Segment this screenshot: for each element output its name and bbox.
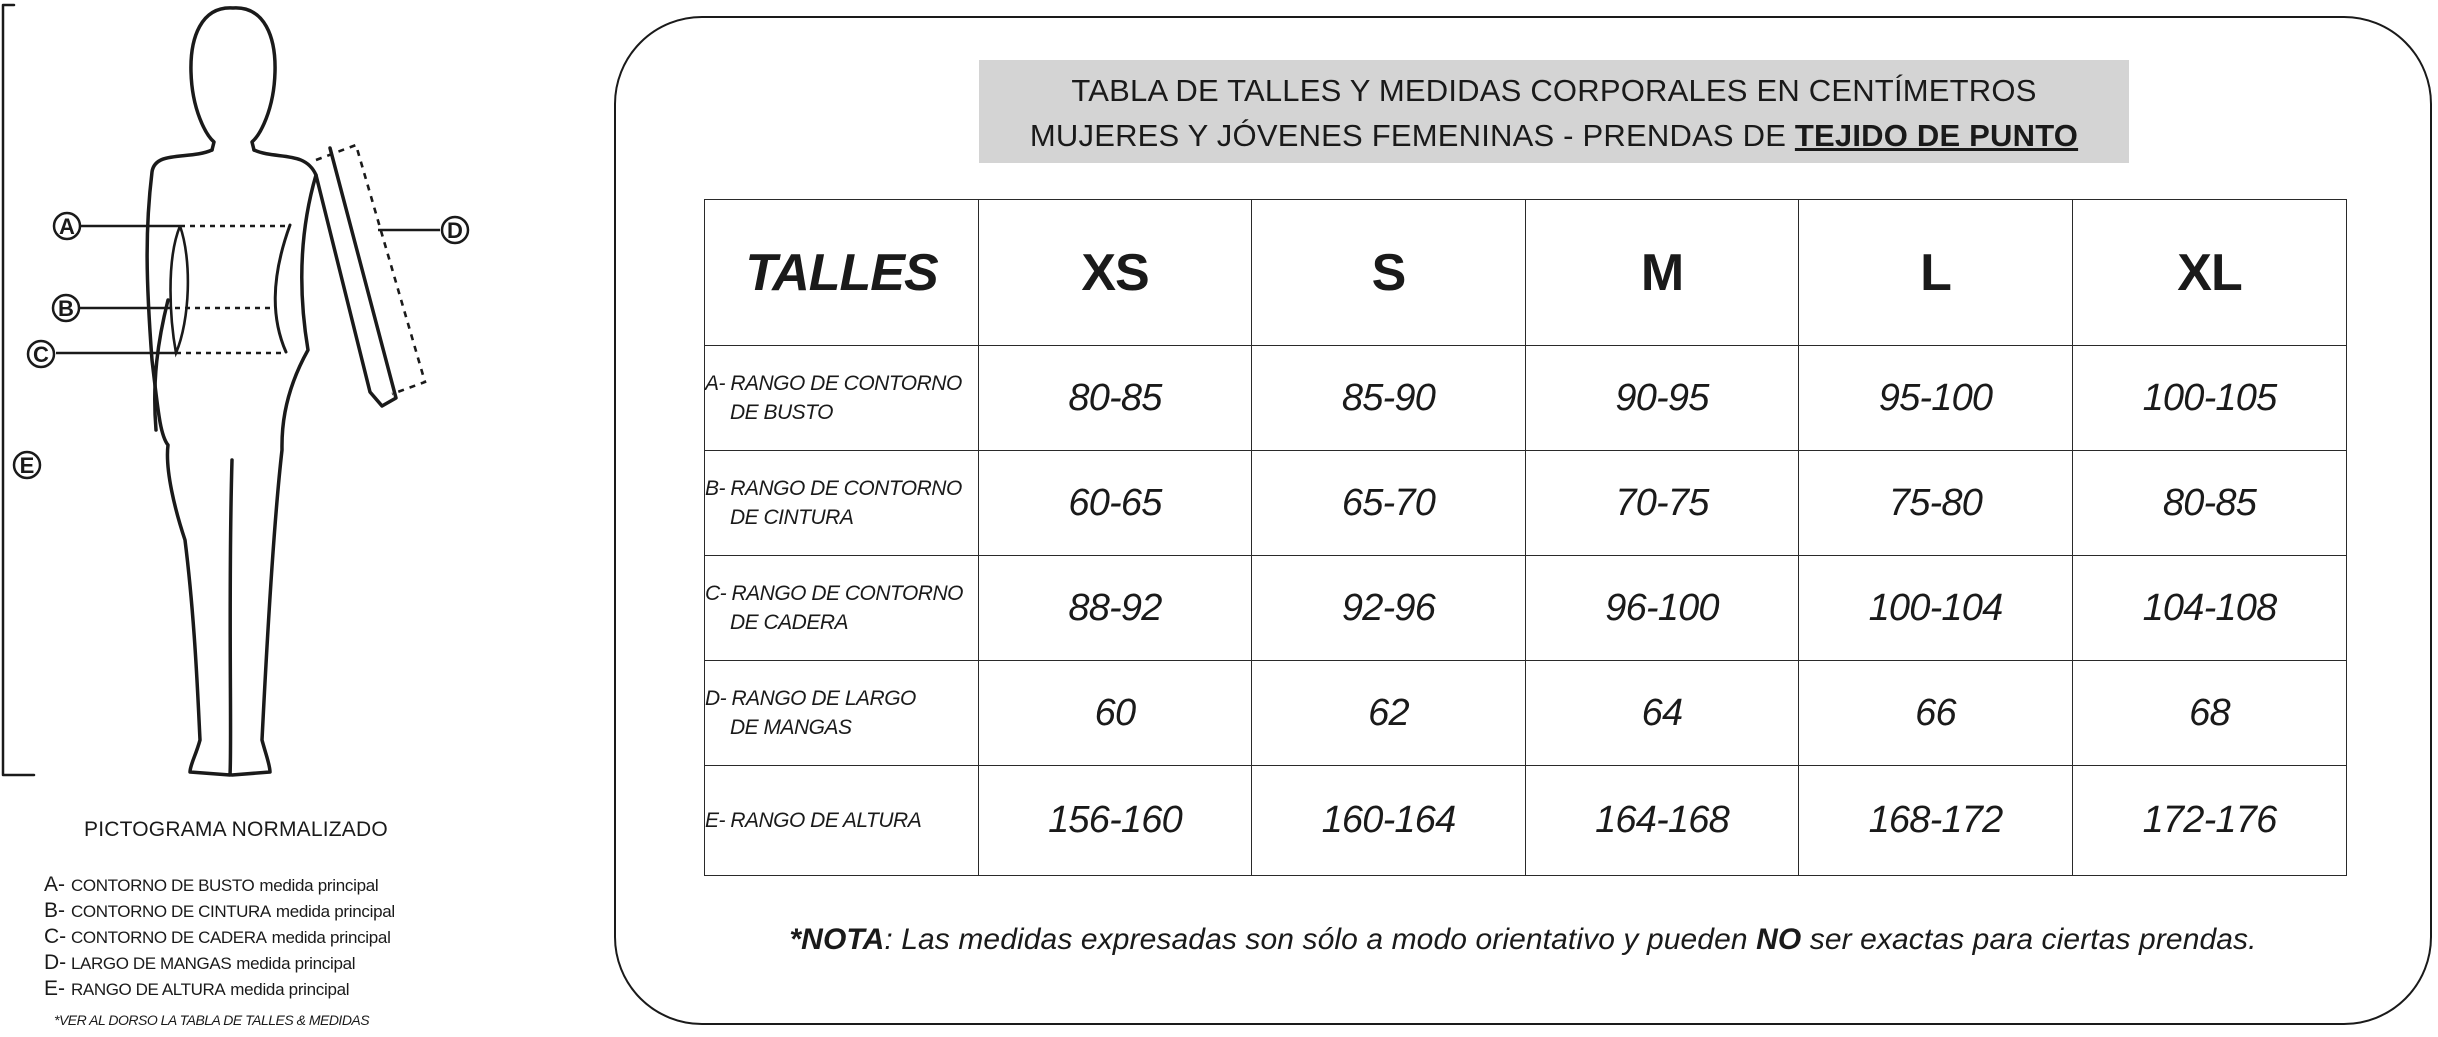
header-size-xs: XS: [979, 200, 1252, 346]
table-row-hip: [705, 556, 2347, 661]
legend-letter: E-: [44, 977, 65, 1000]
marker-b: [53, 295, 79, 321]
pictogram-note: *VER AL DORSO LA TABLA DE TALLES & MEDIDAS: [54, 1012, 370, 1028]
legend-letter: C-: [44, 925, 67, 948]
legend-row-bust: [44, 872, 395, 898]
row-label-line1: C- RANGO DE CONTORNO: [705, 582, 963, 605]
row-label-line2: DE CINTURA: [730, 506, 854, 529]
table-title-line2: [979, 113, 2129, 158]
legend-suffix: medida principal: [271, 928, 391, 947]
table-cell: 90-95: [1526, 346, 1799, 451]
row-label: [705, 556, 979, 661]
table-title-line2-prefix: MUJERES Y JÓVENES FEMENINAS - PRENDAS DE: [1029, 118, 1795, 153]
table-cell: 96-100: [1526, 556, 1799, 661]
legend-suffix: medida principal: [230, 980, 350, 999]
footnote-emphasis: NO: [1756, 923, 1802, 956]
table-cell: 168-172: [1799, 766, 2073, 876]
legend-name: CONTORNO DE BUSTO: [71, 876, 255, 895]
table-cell: 95-100: [1799, 346, 2073, 451]
footnote-text-before: : Las medidas expresadas son sólo a modo orientativo y pueden: [884, 923, 1757, 956]
row-label-line1: D- RANGO DE LARGO: [705, 687, 916, 710]
legend-letter: D-: [44, 951, 67, 974]
table-cell: 80-85: [979, 346, 1252, 451]
legend-row-waist: [44, 898, 395, 924]
table-cell: 100-105: [2073, 346, 2347, 451]
row-label-line2: DE CADERA: [730, 611, 849, 634]
table-cell: 104-108: [2073, 556, 2347, 661]
sleeve-bracket: [316, 145, 425, 394]
table-cell: 100-104: [1799, 556, 2073, 661]
header-size-l: L: [1799, 200, 2073, 346]
table-cell: 75-80: [1799, 451, 2073, 556]
footnote-text-after: ser exactas para ciertas prendas.: [1801, 923, 2257, 956]
table-title-emphasis: TEJIDO DE PUNTO: [1794, 118, 2079, 153]
table-cell: 80-85: [2073, 451, 2347, 556]
legend-name: RANGO DE ALTURA: [71, 980, 226, 999]
legend-letter: B-: [44, 899, 65, 922]
legend-row-height: [44, 976, 395, 1002]
pictogram-legend: [44, 872, 395, 1002]
table-cell: 60: [979, 661, 1252, 766]
table-title: [979, 60, 2129, 163]
marker-d-label: D: [447, 218, 463, 243]
legend-name: CONTORNO DE CADERA: [71, 928, 267, 947]
table-cell: 85-90: [1252, 346, 1526, 451]
figure-right-arm: [316, 148, 396, 406]
row-label: [705, 451, 979, 556]
table-cell: 160-164: [1252, 766, 1526, 876]
marker-b-label: B: [58, 296, 74, 321]
table-header-row: [705, 200, 2347, 346]
header-talles: TALLES: [705, 200, 979, 346]
table-cell: 172-176: [2073, 766, 2347, 876]
table-cell: 92-96: [1252, 556, 1526, 661]
legend-name: CONTORNO DE CINTURA: [71, 902, 271, 921]
table-cell: 60-65: [979, 451, 1252, 556]
legend-suffix: medida principal: [236, 954, 356, 973]
legend-letter: A-: [44, 873, 65, 896]
pictogram-title: PICTOGRAMA NORMALIZADO: [84, 818, 388, 841]
legend-suffix: medida principal: [259, 876, 379, 895]
marker-a: [54, 213, 80, 239]
table-footnote: [614, 923, 2432, 957]
legend-name: LARGO DE MANGAS: [71, 954, 232, 973]
table-cell: 88-92: [979, 556, 1252, 661]
row-label-line1: E- RANGO DE ALTURA: [705, 809, 922, 832]
row-label-line2: DE MANGAS: [730, 716, 852, 739]
row-label: [705, 346, 979, 451]
table-cell: 66: [1799, 661, 2073, 766]
footnote-prefix: *NOTA: [789, 923, 885, 956]
table-cell: 68: [2073, 661, 2347, 766]
legend-row-sleeve: [44, 950, 395, 976]
height-bracket: [3, 5, 34, 775]
size-table: [704, 199, 2347, 876]
marker-c-label: C: [33, 342, 49, 367]
row-label-line1: A- RANGO DE CONTORNO: [705, 372, 962, 395]
marker-e: [14, 452, 40, 478]
figure-head: [191, 8, 275, 150]
table-cell: 62: [1252, 661, 1526, 766]
table-cell: 64: [1526, 661, 1799, 766]
marker-a-label: A: [59, 214, 75, 239]
table-cell: 65-70: [1252, 451, 1526, 556]
row-label-line2: DE BUSTO: [730, 401, 833, 424]
header-size-xl: XL: [2073, 200, 2347, 346]
marker-d: [442, 217, 468, 243]
bust-lens: [171, 226, 188, 353]
table-cell: 156-160: [979, 766, 1252, 876]
figure-right-inner: [275, 225, 290, 352]
marker-e-label: E: [19, 453, 35, 478]
figure-body-outline: [147, 150, 316, 775]
table-cell: 164-168: [1526, 766, 1799, 876]
table-row-bust: [705, 346, 2347, 451]
table-row-waist: [705, 451, 2347, 556]
legend-suffix: medida principal: [275, 902, 395, 921]
row-label-line1: B- RANGO DE CONTORNO: [705, 477, 962, 500]
table-cell: 70-75: [1526, 451, 1799, 556]
table-row-height: [705, 766, 2347, 876]
header-size-s: S: [1252, 200, 1526, 346]
table-row-sleeve: [705, 661, 2347, 766]
marker-c: [28, 341, 54, 367]
legend-row-hip: [44, 924, 395, 950]
row-label: [705, 661, 979, 766]
row-label: [705, 766, 979, 876]
header-size-m: M: [1526, 200, 1799, 346]
table-title-line1: TABLA DE TALLES Y MEDIDAS CORPORALES EN CENTÍMETROS: [1071, 73, 2037, 108]
